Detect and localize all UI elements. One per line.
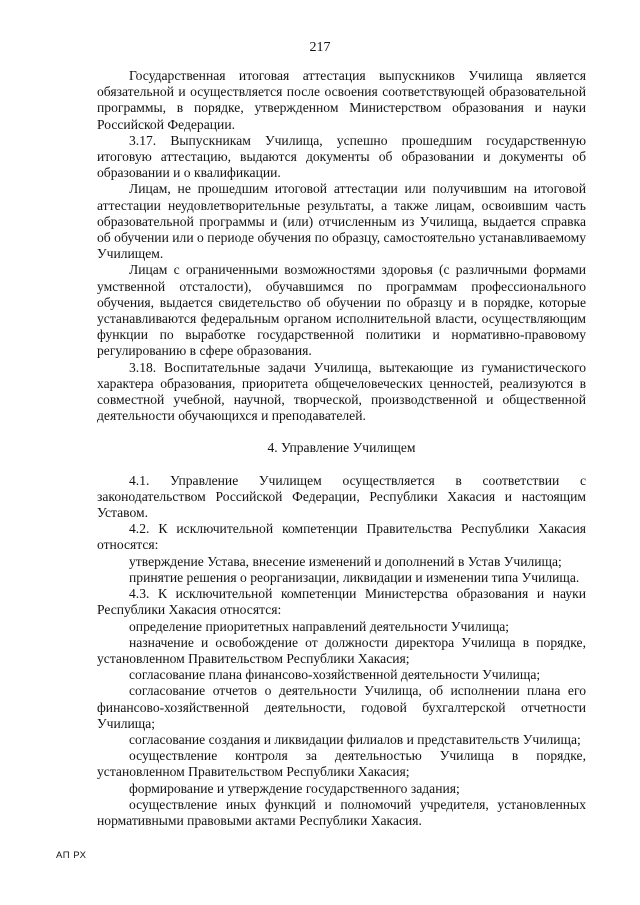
paragraph: согласование создания и ликвидации филиалов и представительств Училища; <box>129 731 581 747</box>
footer-mark: АП РХ <box>56 850 87 861</box>
paragraph: 4.2. К исключительной компетенции Правительства Республики Хакасия относятся: <box>97 521 586 553</box>
paragraph: формирование и утверждение государственного задания; <box>129 780 460 796</box>
paragraph: определение приоритетных направлений деятельности Училища; <box>129 618 510 634</box>
page-number: 217 <box>309 40 331 55</box>
paragraph: Лицам, не прошедшим итоговой аттестации или получившим на итоговой аттестации неудовлетворительные результаты, а также лицам, освоившим часть образовательной программы и (или) отчисленным из Училища, выдается справка об обучении или о периоде обучения по образцу, самостоятельно устанавливаемому Училищем. <box>97 181 586 262</box>
section-heading: 4. Управление Училищем <box>267 440 416 456</box>
paragraph: утверждение Устава, внесение изменений и дополнений в Устав Училища; <box>129 553 562 569</box>
paragraph: 3.18. Воспитательные задачи Училища, вытекающие из гуманистического характера образования, приоритета общечеловеческих ценностей, реализуются в совместной учебной, научной, творческой, производственной и общественной деятельности обучающихся и преподавателей. <box>97 359 586 424</box>
paragraph: согласование отчетов о деятельности Училища, об исполнении плана его финансово-хозяйственной деятельности, годовой бухгалтерской отчетности Училища; <box>97 683 586 731</box>
paragraph: Лицам с ограниченными возможностями здоровья (с различными формами умственной отсталости), обучавшимся по программам профессионального обучения, выдается свидетельство об обучении по образцу и в порядке, которые устанавливаются федеральным органом исполнительной власти, осуществляющим функции по выработке государственной политики и нормативно-правовому регулированию в сфере образования. <box>97 262 586 359</box>
paragraph: осуществление контроля за деятельностью Училища в порядке, установленном Правительством Республики Хакасия; <box>97 748 586 780</box>
paragraph: 3.17. Выпускникам Училища, успешно прошедшим государственную итоговую аттестацию, выдаются документы об образовании и документы об образовании и о квалификации. <box>97 132 586 181</box>
document-body <box>97 68 586 829</box>
paragraph: согласование плана финансово-хозяйственной деятельности Училища; <box>129 667 541 683</box>
paragraph: 4.1. Управление Училищем осуществляется в соответствии с законодательством Российской Федерации, Республики Хакасия и настоящим Уставом. <box>97 472 586 521</box>
paragraph: принятие решения о реорганизации, ликвидации и изменении типа Училища. <box>129 569 580 585</box>
paragraph: осуществление иных функций и полномочий учредителя, установленных нормативными правовыми актами Республики Хакасия. <box>97 796 586 828</box>
paragraph: Государственная итоговая аттестация выпускников Училища является обязательной и осуществляется после освоения соответствующей образовательной программы, в порядке, утвержденном Министерством образования и науки Российской Федерации. <box>97 68 586 132</box>
paragraph: назначение и освобождение от должности директора Училища в порядке, установленном Правительством Республики Хакасия; <box>97 634 586 666</box>
paragraph: 4.3. К исключительной компетенции Министерства образования и науки Республики Хакасия относятся: <box>97 586 586 618</box>
